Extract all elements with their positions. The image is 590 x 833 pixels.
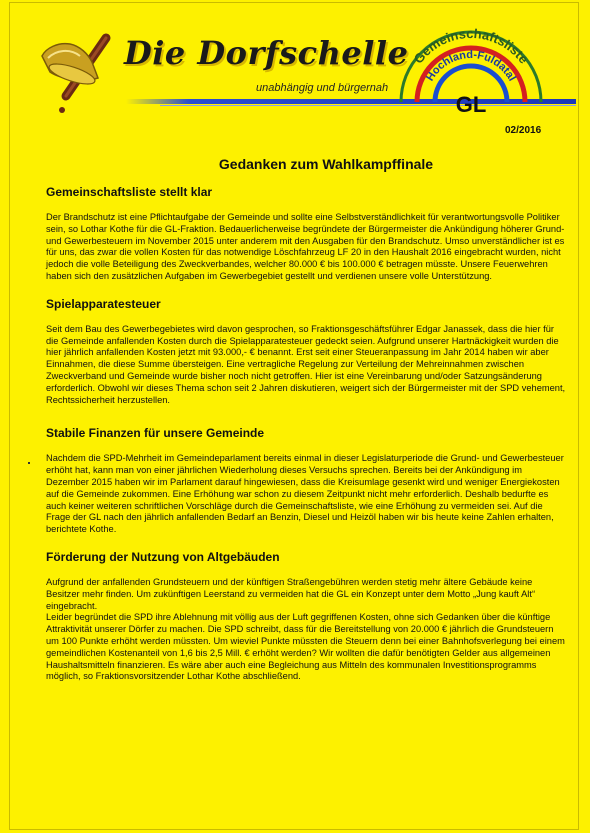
section-paragraph: Der Brandschutz ist eine Pflichtaufgabe der Gemeinde und sollte eine Selbstverständlichkeit für verantwortungsvolle Politiker sein, so Lothar Kothe für die GL-Fraktion. Bedauerlicherweise begründete der Bürgermeister die Ankündigung höherer Grund- und Gewerbesteuern im November 2015 unter anderem mit den Ausgaben für den Brandschutz. Umso unverständlicher ist es für uns, das zwar die vollen Kosten für das notwendige Löschfahrzeug LF 20 in den Haushalt 2016 eingebracht wurden, nicht jedoch die volle Beteiligung des Zweckverbandes, welcher 80.000 € bis 100.000 € betragen müsste. Unsere Feuerwehren haben sich den zusätzlichen Aufgaben im Gewerbegebiet gestellt und verdienen unsere volle Unterstützung. <box>46 212 565 281</box>
section-heading-finanzen: Stabile Finanzen für unsere Gemeinde <box>46 426 265 441</box>
article-title: Gedanken zum Wahlkampffinale <box>218 156 434 172</box>
bell-icon <box>36 26 136 138</box>
section-paragraph: Nachdem die SPD-Mehrheit im Gemeindeparlament bereits einmal in dieser Legislaturperiode die Grund- und Gewerbesteuer erhöht hat, kann man von einer jährlichen Wiederholung dieses Versuchs sprechen. Bereits bei der Ankündigung im Dezember 2015 haben wir im Parlament darauf hingewiesen, dass die Kreisumlage gesenkt wird und weniger Energiekosten auf die Gemeinde zukommen. Eine Erhöhung war schon zu diesem Zeitpunkt nicht mehr erforderlich. Deshalb bedurfte es auch keiner weiteren schriftlichen Vorschläge durch die Gemeinschaftsliste, wie eine Erhöhung zu vermeiden sei. Auf die Frage der GL nach den jährlich anfallenden Bedarf an Benzin, Diesel und Heizöl haben wir bis heute keine Zahlen erhalten, berichtete Kothe. <box>46 453 564 535</box>
logo-arc-text: Gemeinschaftsliste <box>410 25 532 67</box>
masthead <box>0 0 590 145</box>
issue-number: 02/2016 <box>505 125 542 136</box>
section-heading-brandschutz: Gemeinschaftsliste stellt klar <box>46 185 213 199</box>
section-paragraph: Seit dem Bau des Gewerbegebietes wird davon gesprochen, so Fraktionsgeschäftsführer Edgar Janassek, dass die hier für die Gemeinde anfallenden Kosten durch die Spielapparatesteuer gedeckt seien. Aufgrund unserer Hartnäckigkeit wurden die hier jährlich anfallenden Kosten jetzt mit 93.000,- € benannt. Erst seit einer Steueranpassung im Jahr 2014 haben wir aber Einnahmen, die diese Summe übersteigen. Eine vertragliche Regelung zur Verteilung der Mehreinnahmen zwischen Zweckverband und Gemeinde wurde bisher noch nicht getroffen. Hier ist eine Vereinbarung und/oder Satzungsänderung erforderlich. Obwohl wir dieses Thema schon seit 2 Jahren diskutieren, weigert sich der Bürgermeister mit der SPD vehement, Rechtssicherheit herzustellen. <box>46 323 566 405</box>
stray-dot <box>28 462 30 464</box>
section-paragraph: Aufgrund der anfallenden Grundsteuern und der künftigen Straßengebühren werden stetig mehr ältere Gebäude keine Besitzer mehr finden. Um zukünftigen Leerstand zu vermeiden hat die GL ein Konzept unter dem Motto „Jung kauft Alt“ eingebracht. <box>46 576 536 611</box>
newsletter-title: Die Dorfschelle <box>124 34 409 72</box>
section-heading-altgebaeude: Förderung der Nutzung von Altgebäuden <box>46 549 280 564</box>
logo-arc-text-2: Hochland-Fuldatal <box>424 48 518 84</box>
logo-initials: GL <box>455 92 487 117</box>
newsletter-subtitle: unabhängig und bürgernah <box>256 82 389 94</box>
section-paragraph: Leider begründet die SPD ihre Ablehnung mit völlig aus der Luft gegriffenen Kosten, ohne sich Gedanken über die künftige Attraktivität unserer Dörfer zu machen. Die SPD schreibt, dass für die Bereitstellung von 20.000 € jährlich die Grundsteuern um 100 Punkte erhöht werden müssten. Um wieviel Punkte müssten die Steuern denn bei einer Bahnhofsverlegung bei einem gemeindlichen Kostenanteil von 1,6 bis 2,5 Mill. € erhöht werden? Wir wollten die dafür benötigten Gelder aus allgemeinen Haushaltsmitteln finanzieren. Es wäre aber auch eine Begleichung aus Mitteln des kommunalen Investitionsprogramms möglich, so Fraktionsvorsitzender Lothar Kothe abschließend. <box>46 612 565 682</box>
gl-logo <box>395 18 545 118</box>
article <box>46 156 566 683</box>
section-heading-spielapparatesteuer: Spielapparatesteuer <box>46 296 161 311</box>
